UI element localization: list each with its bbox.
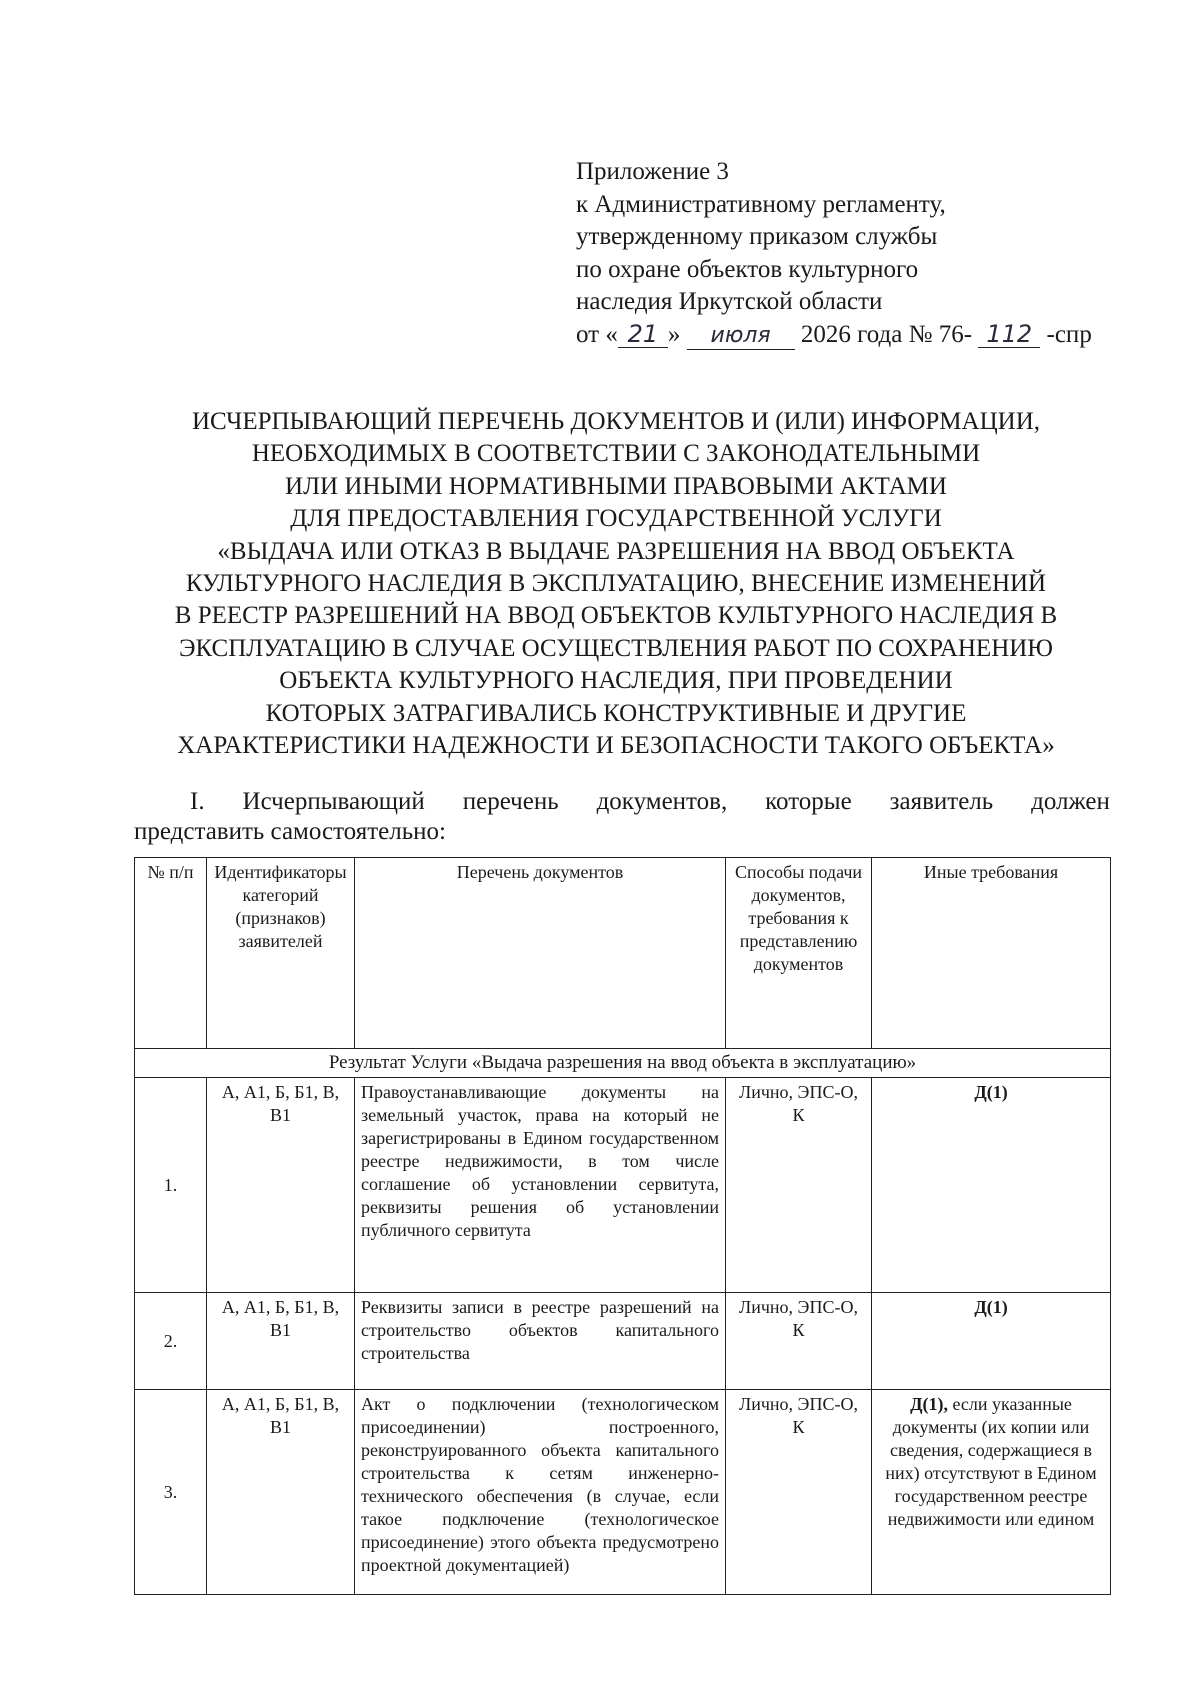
row-req-text: если указанные документы (их копии или сведения, содержащиеся в них) отсутствуют в Едином государственном реестре недвижимости или едином bbox=[885, 1394, 1097, 1529]
table-header-row bbox=[135, 858, 1111, 1049]
title-line: НЕОБХОДИМЫХ В СООТВЕТСТВИИ С ЗАКОНОДАТЕЛЬНЫМИ bbox=[251, 440, 981, 468]
year-part: 2026 года № 76- bbox=[800, 320, 973, 348]
row-ids: А, А1, Б, Б1, В, В1 bbox=[207, 1293, 355, 1390]
title-line: ИЛИ ИНЫМИ НОРМАТИВНЫМИ ПРАВОВЫМИ АКТАМИ bbox=[285, 472, 947, 500]
row-doc: Акт о подключении (технологическом присоединении) построенного, реконструированного объекта капитального строительства к сетям инженерно-технического обеспечения (в случае, если такое подключение (технологическое присоединение) этого объекта предусмотрено проектной документацией) bbox=[355, 1390, 726, 1595]
section-word: должен bbox=[1031, 788, 1110, 815]
handwritten-number: 112 bbox=[978, 321, 1040, 348]
title-line: ИСЧЕРПЫВАЮЩИЙ ПЕРЕЧЕНЬ ДОКУМЕНТОВ И (ИЛИ) ИНФОРМАЦИИ, bbox=[191, 408, 1041, 435]
row-method: Лично, ЭПС-О, К bbox=[726, 1078, 872, 1293]
section-word: I. bbox=[190, 788, 205, 815]
row-num: 1. bbox=[135, 1078, 207, 1293]
date-mid: » bbox=[667, 320, 681, 348]
appendix-date-line bbox=[576, 319, 1092, 352]
row-req bbox=[872, 1390, 1111, 1595]
row-doc: Правоустанавливающие документы на земельный участок, права на который не зарегистрированы в Едином государственном реестре недвижимости, в том числе соглашение об установлении сервитута, реквизиты решения об установлении публичного сервитута bbox=[355, 1078, 726, 1293]
row-req: Д(1) bbox=[872, 1293, 1111, 1390]
table-row bbox=[135, 1293, 1111, 1390]
title-line: ХАРАКТЕРИСТИКИ НАДЕЖНОСТИ И БЕЗОПАСНОСТИ ТАКОГО ОБЪЕКТА» bbox=[177, 732, 1055, 760]
section-word: перечень bbox=[462, 788, 559, 815]
row-ids: А, А1, Б, Б1, В, В1 bbox=[207, 1390, 355, 1595]
appendix-line: Приложение 3 bbox=[576, 158, 729, 185]
header-other: Иные требования bbox=[872, 858, 1111, 1049]
title-line: ЭКСПЛУАТАЦИЮ В СЛУЧАЕ ОСУЩЕСТВЛЕНИЯ РАБОТ ПО СОХРАНЕНИЮ bbox=[178, 634, 1054, 662]
date-prefix: от « bbox=[576, 320, 618, 348]
title-line: КОТОРЫХ ЗАТРАГИВАЛИСЬ КОНСТРУКТИВНЫЕ И ДРУГИЕ bbox=[265, 699, 967, 727]
title-line: ДЛЯ ПРЕДОСТАВЛЕНИЯ ГОСУДАРСТВЕННОЙ УСЛУГИ bbox=[290, 505, 942, 533]
row-method: Лично, ЭПС-О, К bbox=[726, 1390, 872, 1595]
section-word: документов, bbox=[596, 788, 728, 815]
group-title: Результат Услуги «Выдача разрешения на ввод объекта в эксплуатацию» bbox=[135, 1049, 1111, 1078]
documents-table bbox=[134, 857, 1111, 1595]
section-word: заявитель bbox=[889, 788, 994, 815]
row-method: Лично, ЭПС-О, К bbox=[726, 1293, 872, 1390]
row-req-bold: Д(1), bbox=[910, 1394, 948, 1414]
group-row bbox=[135, 1049, 1111, 1078]
header-methods: Способы подачи документов, требования к представлению документов bbox=[726, 858, 872, 1049]
title-line: КУЛЬТУРНОГО НАСЛЕДИЯ В ЭКСПЛУАТАЦИЮ, ВНЕСЕНИЕ ИЗМЕНЕНИЙ bbox=[185, 570, 1047, 598]
row-num: 3. bbox=[135, 1390, 207, 1595]
document-title bbox=[120, 406, 1112, 762]
section-line-2: представить самостоятельно: bbox=[134, 818, 446, 845]
title-line: ОБЪЕКТА КУЛЬТУРНОГО НАСЛЕДИЯ, ПРИ ПРОВЕДЕНИИ bbox=[279, 667, 953, 695]
appendix-line: наследия Иркутской области bbox=[576, 288, 883, 315]
handwritten-month: июля bbox=[687, 323, 795, 350]
section-line-1 bbox=[134, 787, 1110, 817]
row-req: Д(1) bbox=[872, 1078, 1111, 1293]
appendix-line: к Административному регламенту, bbox=[576, 190, 946, 218]
section-heading bbox=[134, 787, 1110, 847]
table-row bbox=[135, 1078, 1111, 1293]
title-line: В РЕЕСТР РАЗРЕШЕНИЙ НА ВВОД ОБЪЕКТОВ КУЛЬТУРНОГО НАСЛЕДИЯ В bbox=[174, 602, 1058, 630]
table-row bbox=[135, 1390, 1111, 1595]
header-docs: Перечень документов bbox=[355, 858, 726, 1049]
header-num: № п/п bbox=[135, 858, 207, 1049]
appendix-line: утвержденному приказом службы bbox=[576, 223, 938, 250]
header-ids: Идентификаторы категорий (признаков) заявителей bbox=[207, 858, 355, 1049]
title-line: «ВЫДАЧА ИЛИ ОТКАЗ В ВЫДАЧЕ РАЗРЕШЕНИЯ НА ВВОД ОБЪЕКТА bbox=[217, 537, 1015, 565]
section-word: которые bbox=[765, 788, 852, 815]
appendix-line: по охране объектов культурного bbox=[576, 255, 919, 283]
section-word: Исчерпывающий bbox=[242, 788, 425, 815]
handwritten-day: 21 bbox=[618, 321, 668, 348]
order-suffix: -спр bbox=[1046, 320, 1092, 348]
row-ids: А, А1, Б, Б1, В, В1 bbox=[207, 1078, 355, 1293]
row-num: 2. bbox=[135, 1293, 207, 1390]
row-doc: Реквизиты записи в реестре разрешений на строительство объектов капитального строительства bbox=[355, 1293, 726, 1390]
appendix-block bbox=[576, 156, 1092, 351]
